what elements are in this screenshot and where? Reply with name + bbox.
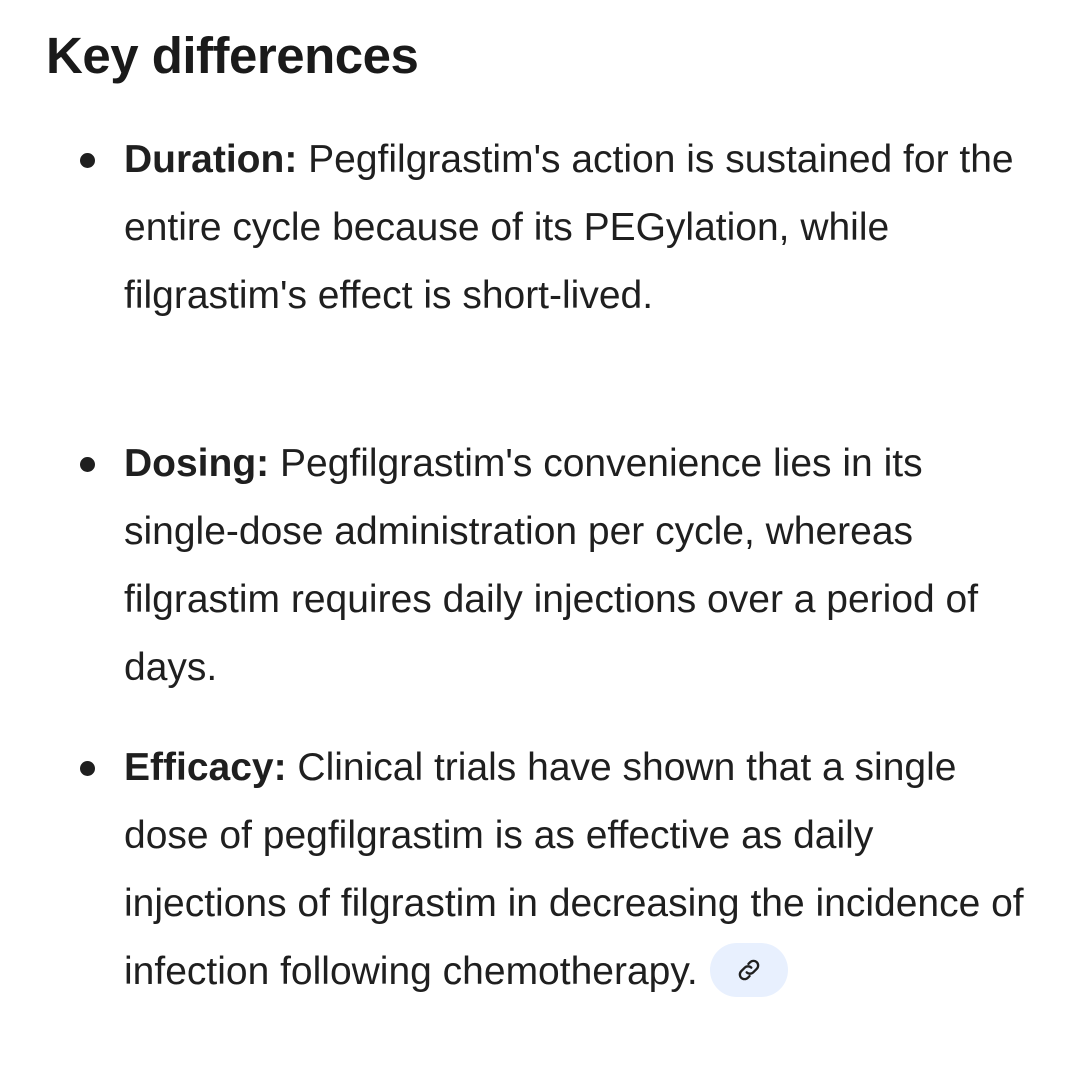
link-icon — [735, 956, 763, 984]
bullet-text — [124, 430, 1044, 702]
bullet-description: Pegfilgrastim's action is sustained for the entire cycle because of its PEGylation, while filgrastim's effect is short-lived. — [124, 138, 1014, 317]
section-heading: Key differences — [46, 27, 419, 84]
bullet-icon — [80, 153, 95, 168]
bullet-term: Dosing: — [124, 442, 270, 485]
bullet-icon — [80, 457, 95, 472]
bullet-term: Efficacy: — [124, 746, 287, 789]
bullet-description: Clinical trials have shown that a single dose of pegfilgrastim is as effective as daily injections of filgrastim in decreasing the incidence of infection following chemotherapy. — [124, 746, 1024, 993]
bullet-text — [124, 734, 1044, 1006]
source-link-button[interactable] — [710, 943, 788, 997]
bullet-term: Duration: — [124, 138, 298, 181]
bullet-icon — [80, 761, 95, 776]
bullet-text — [124, 126, 1044, 330]
bullet-description: Pegfilgrastim's convenience lies in its single-dose administration per cycle, whereas filgrastim requires daily injections over a period of days. — [124, 442, 979, 689]
